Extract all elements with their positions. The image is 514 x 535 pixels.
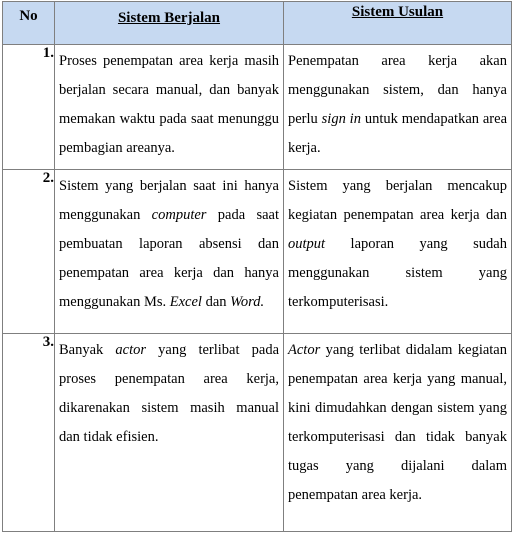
table-row [3,334,512,532]
row-number: 2. [3,170,55,334]
header-no: No [3,2,55,45]
header-proposed-system: Sistem Usulan [284,2,512,45]
current-system-cell: Proses penempatan area kerja masih berjalan secara manual, dan banyak memakan waktu pada saat menunggu pembagian areanya. [55,45,284,170]
proposed-system-cell: Actor yang terlibat didalam kegiatan penempatan area kerja yang manual, kini dimudahkan dengan sistem yang terkomputerisasi dan tidak banyak tugas yang dijalani dalam penempatan area kerja. [284,334,512,532]
current-system-cell: Banyak actor yang terlibat pada proses penempatan area kerja, dikarenakan sistem masih manual dan tidak efisien. [55,334,284,532]
proposed-system-cell: Sistem yang berjalan mencakup kegiatan penempatan area kerja dan output laporan yang sudah menggunakan sistem yang terkomputerisasi. [284,170,512,334]
table-row [3,45,512,170]
row-number: 3. [3,334,55,532]
current-system-cell: Sistem yang berjalan saat ini hanya menggunakan computer pada saat pembuatan laporan absensi dan penempatan area kerja dan hanya menggunakan Ms. Excel dan Word. [55,170,284,334]
comparison-table [2,1,512,532]
table-row [3,170,512,334]
header-row [3,2,512,45]
proposed-system-cell: Penempatan area kerja akan menggunakan sistem, dan hanya perlu sign in untuk mendapatkan area kerja. [284,45,512,170]
row-number: 1. [3,45,55,170]
header-current-system: Sistem Berjalan [55,2,284,45]
